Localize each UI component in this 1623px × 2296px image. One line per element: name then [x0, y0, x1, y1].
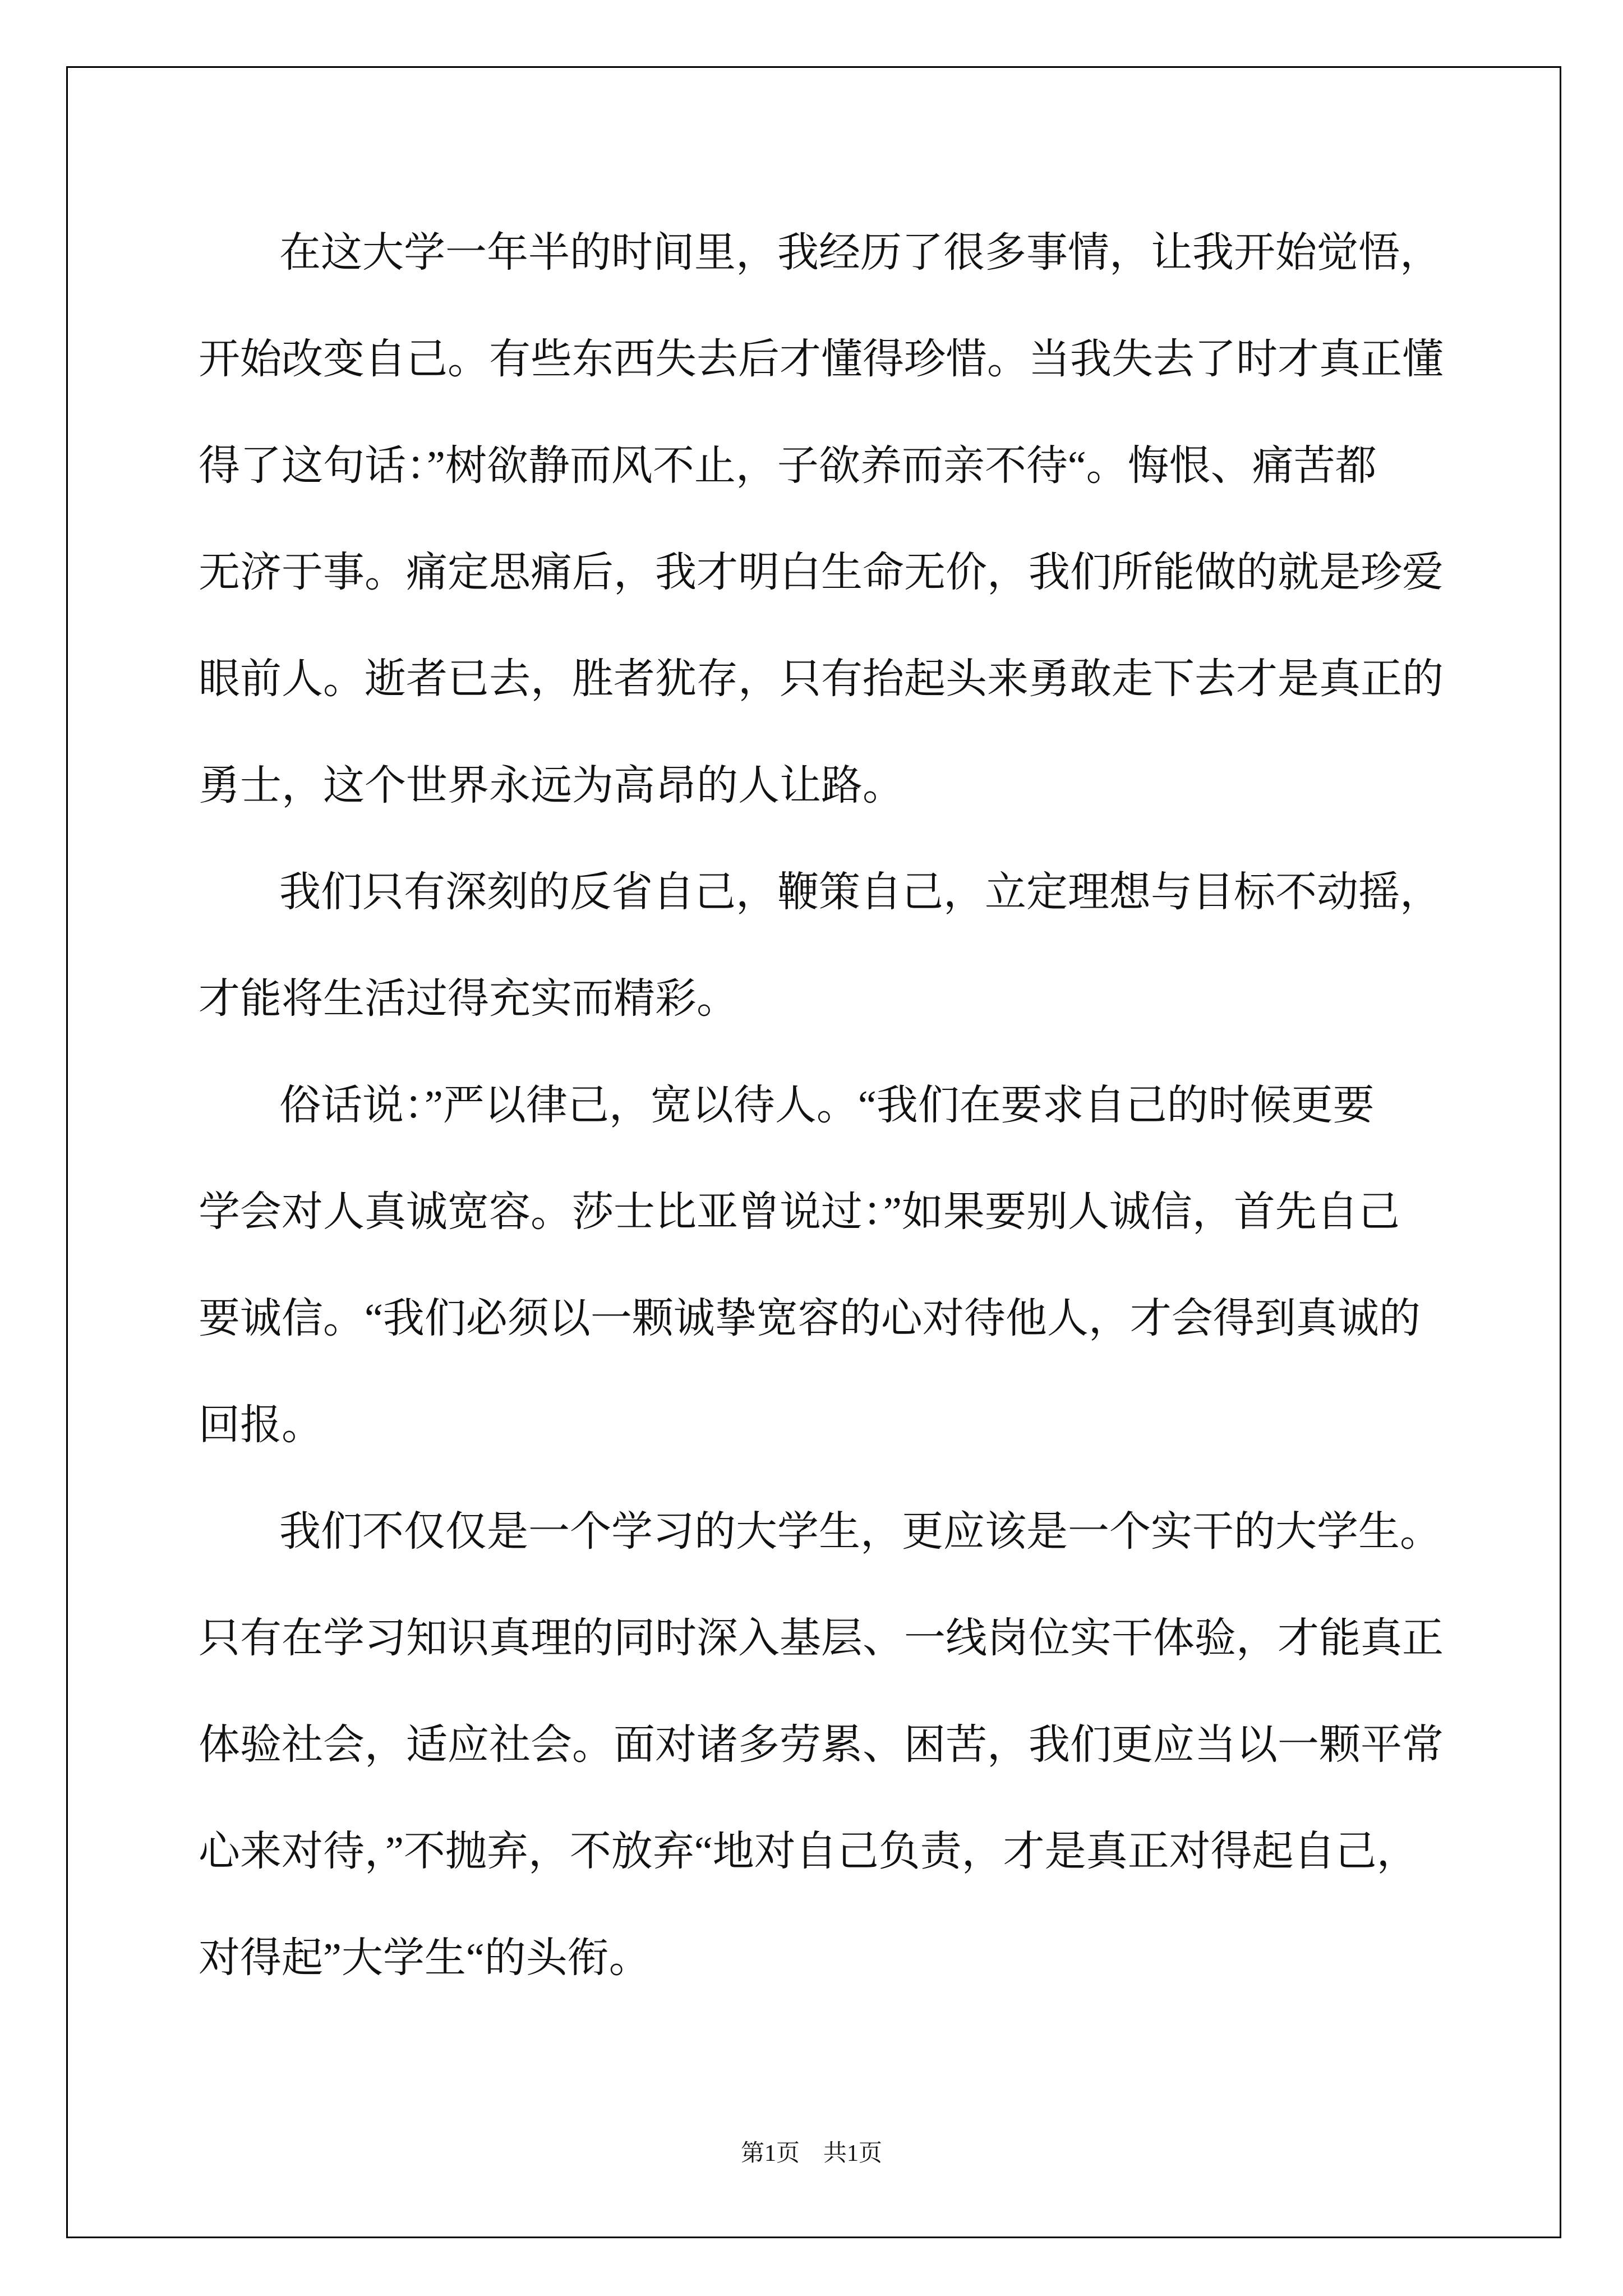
- paragraph: [199, 200, 1544, 839]
- text-line: 我们不仅仅是一个学习的大学生，更应该是一个实干的大学生。: [279, 1509, 1441, 1555]
- text-line: 得了这句话：”树欲静而风不止，子欲养而亲不待“。悔恨、痛苦都: [199, 443, 1377, 489]
- paragraph: [199, 1052, 1544, 1479]
- text-line: 回报。: [199, 1402, 323, 1448]
- text-line: 只有在学习知识真理的同时深入基层、一线岗位实干体验，才能真正: [199, 1616, 1444, 1662]
- text-line: 我们只有深刻的反省自己，鞭策自己，立定理想与目标不动摇，: [279, 869, 1441, 915]
- text-line: 眼前人。逝者已去，胜者犹存，只有抬起头来勇敢走下去才是真正的: [199, 656, 1444, 702]
- text-line: 学会对人真诚宽容。莎士比亚曾说过：”如果要别人诚信，首先自己: [199, 1189, 1400, 1235]
- text-line: 才能将生活过得充实而精彩。: [199, 976, 738, 1022]
- document-body: [199, 200, 1544, 2012]
- paragraph: [199, 839, 1544, 1052]
- text-line: 心来对待，”不抛弃，不放弃“地对自己负责，才是真正对得起自己，: [199, 1829, 1418, 1875]
- text-line: 开始改变自己。有些东西失去后才懂得珍惜。当我失去了时才真正懂: [199, 337, 1444, 383]
- text-line: 俗话说：”严以律己，宽以待人。“我们在要求自己的时候更要: [279, 1083, 1375, 1129]
- text-line: 勇士，这个世界永远为高昂的人让路。: [199, 763, 904, 809]
- text-line: 要诚信。“我们必须以一颗诚挚宽容的心对待他人，才会得到真诚的: [199, 1296, 1421, 1342]
- paragraph: [199, 1479, 1544, 2012]
- text-line: 无济于事。痛定思痛后，我才明白生命无价，我们所能做的就是珍爱: [199, 550, 1444, 596]
- page-number-footer: 第1页 共1页: [740, 2141, 882, 2166]
- text-line: 体验社会，适应社会。面对诸多劳累、困苦，我们更应当以一颗平常: [199, 1722, 1444, 1768]
- text-line: 在这大学一年半的时间里，我经历了很多事情，让我开始觉悟，: [279, 230, 1441, 276]
- text-line: 对得起”大学生“的头衔。: [199, 1935, 651, 1981]
